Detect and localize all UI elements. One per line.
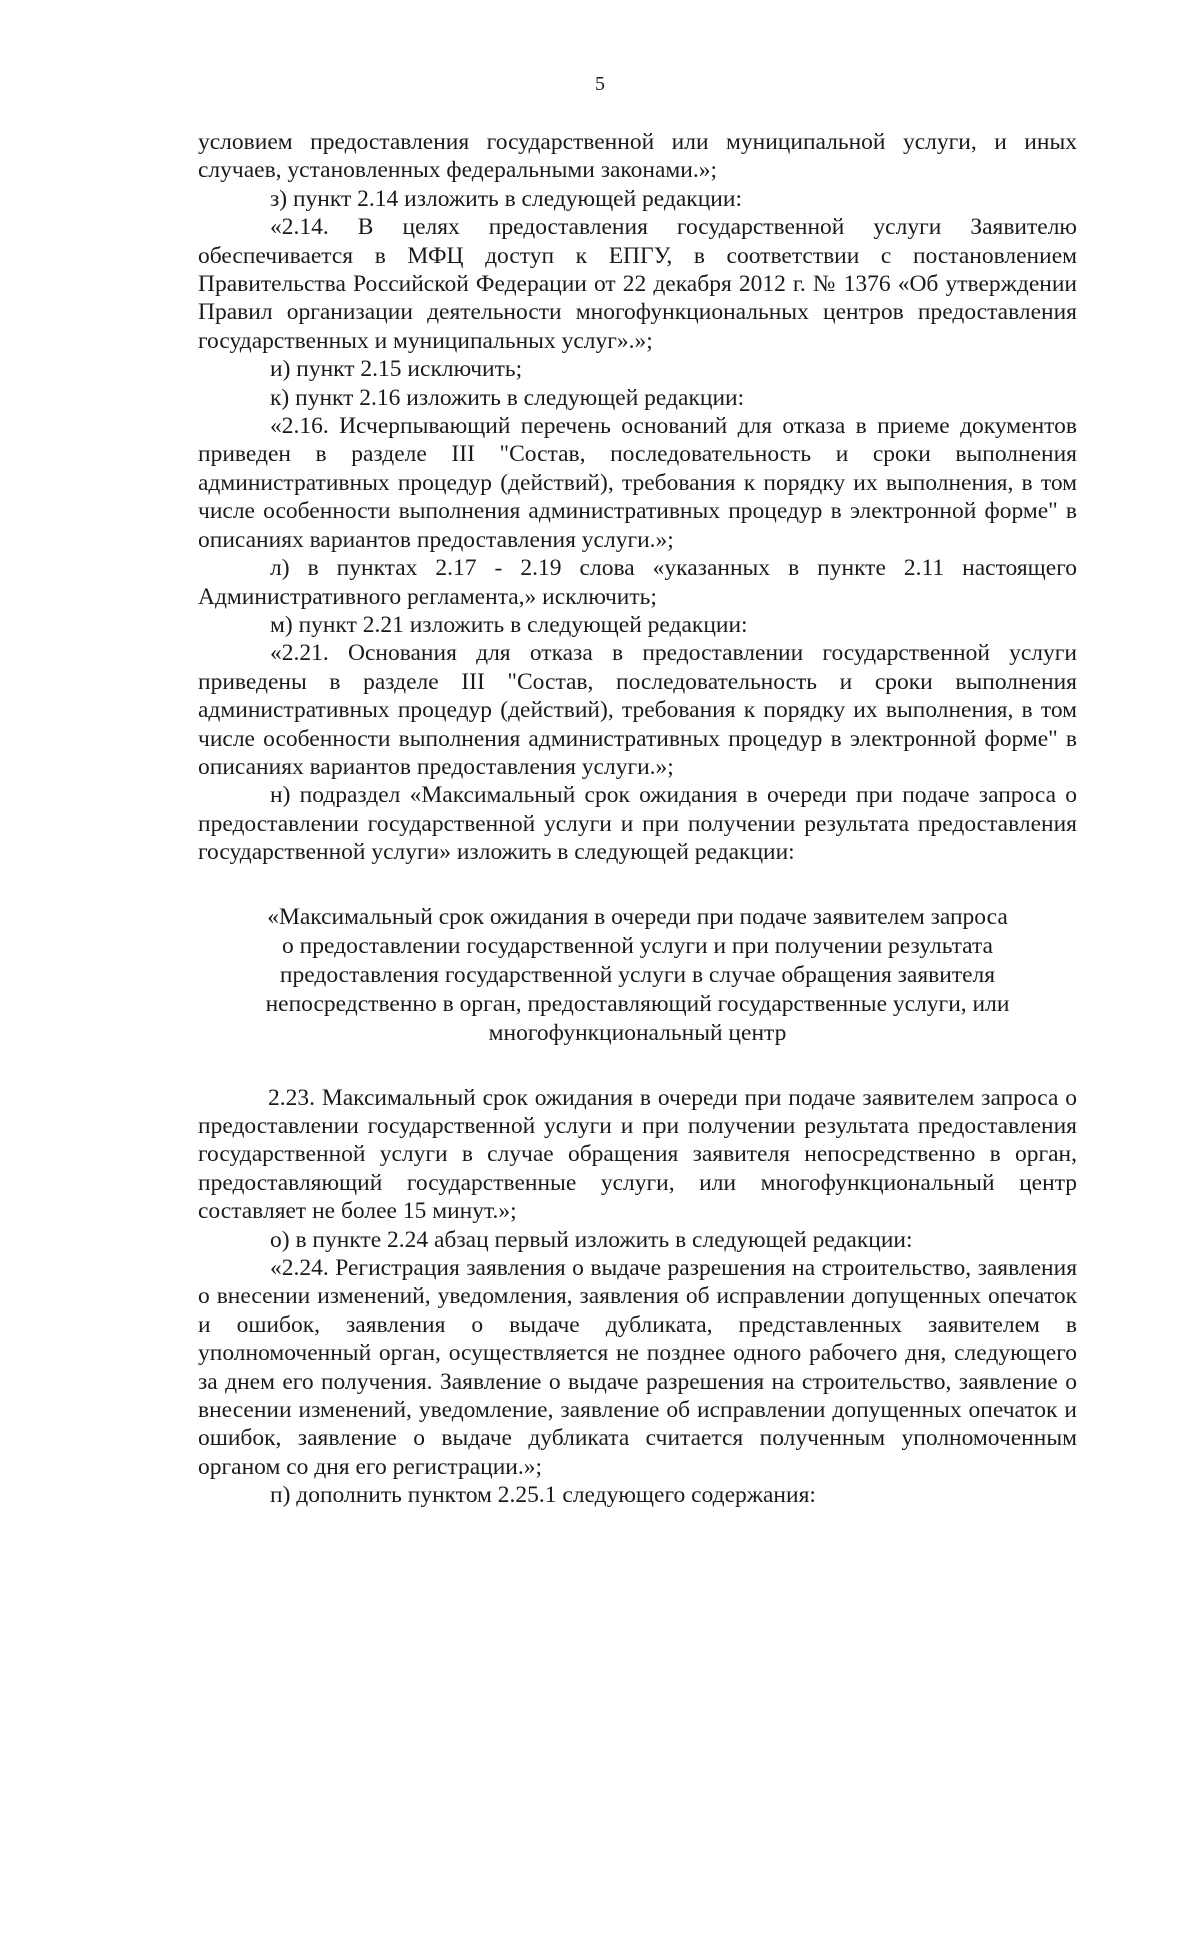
paragraph-2-14-text: «2.14. В целях предоставления государственной услуги Заявителю обеспечивается в МФЦ доступ к ЕПГУ, в соответствии с постановлением Правительства Российской Федерации от 22 декабря 2012 г. № 1376 «Об утверждении Правил организации деятельности многофункциональных центров предоставления государственных и муниципальных услуг».»;	[198, 214, 1077, 354]
page-number: 5	[595, 73, 605, 95]
paragraph-item-z: з) пункт 2.14 изложить в следующей редакции:	[270, 185, 742, 212]
paragraph-item-i: и) пункт 2.15 исключить;	[270, 356, 523, 383]
heading-spacer	[198, 1048, 1077, 1084]
paragraph-item-o: о) в пункте 2.24 абзац первый изложить в следующей редакции:	[270, 1226, 913, 1253]
heading-line: «Максимальный срок ожидания в очереди при подаче заявителем запроса	[267, 903, 1008, 930]
paragraph-2-21-text: «2.21. Основания для отказа в предоставлении государственной услуги приведены в разделе III "Состав, последовательность и сроки выполнения административных процедур (действий), требования к порядку их выполнения, в том числе особенности выполнения административных процедур в электронной форме" в описаниях вариантов предоставления услуги.»;	[198, 640, 1077, 780]
heading-line: непосредственно в орган, предоставляющий государственные услуги, или	[265, 990, 1010, 1017]
heading-line: о предоставлении государственной услуги и при получении результата	[282, 932, 993, 959]
paragraph-item-l: л) в пунктах 2.17 - 2.19 слова «указанных в пункте 2.11 настоящего Административного регламента,» исключить;	[198, 555, 1077, 610]
paragraph-continuation: условием предоставления государственной или муниципальной услуги, и иных случаев, установленных федеральными законами.»;	[198, 129, 1077, 184]
paragraph-item-m: м) пункт 2.21 изложить в следующей редакции:	[270, 611, 748, 638]
paragraph-2-23-text: 2.23. Максимальный срок ожидания в очереди при подаче заявителем запроса о предоставлении государственной услуги и при получении результата предоставления государственной услуги в случае обращения заявителя непосредственно в орган, предоставляющий государственные услуги, или многофункциональный центр составляет не более 15 минут.»;	[198, 1084, 1077, 1225]
document-body	[198, 128, 1077, 1510]
paragraph-2-24-text: «2.24. Регистрация заявления о выдаче разрешения на строительство, заявления о внесении изменений, уведомления, заявления об исправлении допущенных опечаток и ошибок, заявления о выдаче дубликата, представленных заявителем в уполномоченный орган, осуществляется не позднее одного рабочего дня, следующего за днем его получения. Заявление о выдаче разрешения на строительство, заявление о внесении изменений, уведомление, заявление об исправлении допущенных опечаток и ошибок, заявление о выдаче дубликата считается полученным уполномоченным органом со дня его регистрации.»;	[198, 1255, 1077, 1480]
paragraph-item-k: к) пункт 2.16 изложить в следующей редакции:	[270, 384, 745, 411]
heading-line: многофункциональный центр	[488, 1019, 787, 1046]
heading-line: предоставления государственной услуги в случае обращения заявителя	[279, 961, 996, 988]
subsection-heading	[198, 903, 1077, 1048]
paragraph-2-16-text: «2.16. Исчерпывающий перечень оснований для отказа в приеме документов приведен в разделе III "Состав, последовательность и сроки выполнения административных процедур (действий), требования к порядку их выполнения, в том числе особенности выполнения административных процедур в электронной форме" в описаниях вариантов предоставления услуги.»;	[198, 413, 1077, 553]
paragraph-item-n: н) подраздел «Максимальный срок ожидания в очереди при подаче запроса о предоставлении государственной услуги и при получении результата предоставления государственной услуги» изложить в следующей редакции:	[198, 782, 1077, 866]
paragraph-item-p: п) дополнить пунктом 2.25.1 следующего содержания:	[270, 1482, 816, 1509]
